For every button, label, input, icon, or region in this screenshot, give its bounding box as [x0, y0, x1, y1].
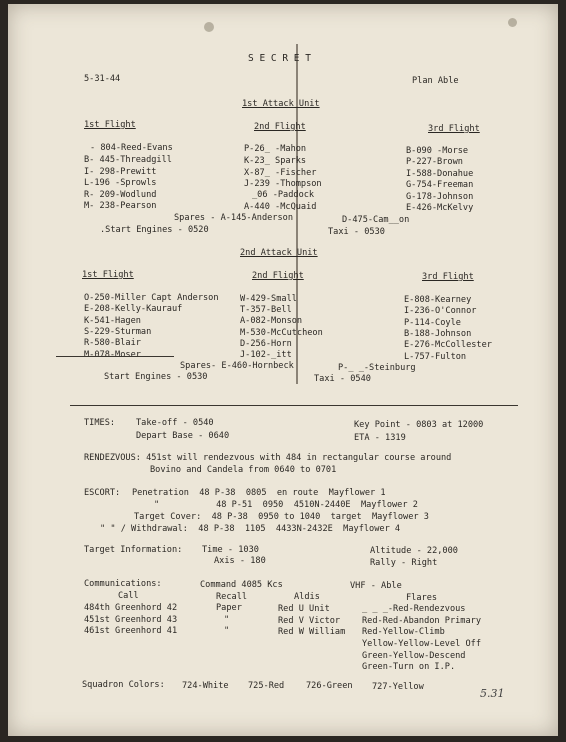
list-item: A-082-Monson [240, 316, 303, 326]
unit2-start-engines: Start Engines - 0530 [104, 372, 208, 382]
unit1-spares-2: D-475-Cam__on [342, 215, 410, 225]
list-item: X-87_ -Fischer [244, 168, 317, 178]
comms-call: 484th Greenhord 42 [84, 603, 178, 613]
list-item: J-102-_itt [240, 350, 292, 360]
list-item: I-236-O'Connor [404, 306, 477, 316]
escort-label: ESCORT: [84, 488, 121, 498]
secret-title: S E C R E T [248, 53, 311, 64]
list-item: T-357-Bell [240, 305, 292, 315]
underline-rule [56, 356, 174, 357]
stain-mark [204, 22, 214, 32]
eta: ETA - 1319 [354, 433, 406, 443]
list-item: E-276-McCollester [404, 340, 492, 350]
list-item: L-196 -Sprowls [84, 178, 157, 188]
squadron-color: 724-White [182, 681, 229, 691]
target-label: Target Information: [84, 545, 183, 555]
comms-call: 451st Greenhord 43 [84, 615, 178, 625]
list-item: K-23_ Sparks [244, 156, 307, 166]
unit1-flight2-title: 2nd Flight [254, 122, 306, 132]
unit1-title: 1st Attack Unit [242, 99, 320, 109]
comms-recall-header: Recall [216, 592, 248, 602]
unit2-title: 2nd Attack Unit [240, 248, 318, 258]
escort-line: Target Cover: 48 P-38 0950 to 1040 target Mayflower 3 [134, 512, 429, 522]
list-item: O-250-Miller Capt Anderson [84, 293, 219, 303]
escort-line: " 48 P-51 0950 4510N-2440E Mayflower 2 [154, 500, 418, 510]
unit2-taxi: Taxi - 0540 [314, 374, 371, 384]
escort-line: Penetration 48 P-38 0805 en route Mayflower 1 [132, 488, 386, 498]
times-label: TIMES: [84, 418, 116, 428]
list-item: I-588-Donahue [406, 169, 474, 179]
key-point: Key Point - 0803 at 12000 [354, 420, 484, 430]
list-item: G-754-Freeman [406, 180, 474, 190]
stain-mark [508, 18, 517, 27]
list-item: - 804-Reed-Evans [90, 143, 173, 153]
unit2-spares: Spares- E-460-Hornbeck [180, 361, 294, 371]
list-item: L-757-Fulton [404, 352, 467, 362]
target-axis: Axis - 180 [214, 556, 266, 566]
list-item: K-541-Hagen [84, 316, 141, 326]
comms-call-header: Call [118, 591, 139, 601]
comms-flare: Red-Red-Abandon Primary [362, 616, 481, 626]
comms-call: 461st Greenhord 41 [84, 626, 178, 636]
squadron-label: Squadron Colors: [82, 680, 165, 690]
comms-flare: Yellow-Yellow-Level Off [362, 639, 481, 649]
comms-command: Command 4085 Kcs [200, 580, 283, 590]
list-item: B- 445-Threadgill [84, 155, 172, 165]
list-item: E-426-McKelvy [406, 203, 474, 213]
comms-aldis: Red V Victor [278, 616, 341, 626]
list-item: I- 298-Prewitt [84, 167, 157, 177]
comms-aldis: Red W William [278, 627, 346, 637]
comms-flares-header: Flares [406, 593, 438, 603]
depart-time: Depart Base - 0640 [136, 431, 230, 441]
takeoff-time: Take-off - 0540 [136, 418, 214, 428]
unit1-start-engines: .Start Engines - 0520 [100, 225, 209, 235]
comms-label: Communications: [84, 579, 162, 589]
unit1-taxi: Taxi - 0530 [328, 227, 385, 237]
list-item: P-114-Coyle [404, 318, 461, 328]
list-item: E-208-Kelly-Kaurauf [84, 304, 183, 314]
list-item: P-227-Brown [406, 157, 463, 167]
list-item: D-256-Horn [240, 339, 292, 349]
list-item: R-580-Blair [84, 338, 141, 348]
list-item: W-429-Small [240, 294, 297, 304]
comms-recall: Paper [216, 603, 242, 613]
plan-name: Plan Able [412, 76, 459, 86]
comms-aldis: Red U Unit [278, 604, 330, 614]
list-item: B-188-Johnson [404, 329, 472, 339]
list-item: S-229-Sturman [84, 327, 152, 337]
rendezvous-line-1: RENDEZVOUS: 451st will rendezvous with 484 in rectangular course around [84, 453, 452, 463]
list-item: P-26_ -Mahon [244, 144, 307, 154]
escort-line: " " / Withdrawal: 48 P-38 1105 4433N-2432E Mayflower 4 [100, 524, 401, 534]
unit2-flight1-title: 1st Flight [82, 270, 134, 280]
unit2-flight3-title: 3rd Flight [422, 272, 474, 282]
comms-flare: Green-Yellow-Descend [362, 651, 466, 661]
squadron-color: 725-Red [248, 681, 285, 691]
list-item: M-078-Moser [84, 350, 141, 360]
list-item: E-808-Kearney [404, 295, 472, 305]
comms-recall: " [224, 626, 230, 636]
comms-recall: " [224, 615, 230, 625]
unit2-flight2-title: 2nd Flight [252, 271, 304, 281]
comms-flare: Green-Turn on I.P. [362, 662, 456, 672]
date: 5-31-44 [84, 74, 121, 84]
list-item: _06 -Paddock [252, 190, 315, 200]
rendezvous-line-2: Bovino and Candela from 0640 to 0701 [150, 465, 337, 475]
list-item: A-440 -McQuaid [244, 202, 317, 212]
list-item: G-178-Johnson [406, 192, 474, 202]
list-item: M- 238-Pearson [84, 201, 157, 211]
list-item: J-239 -Thompson [244, 179, 322, 189]
unit1-spares: Spares - A-145-Anderson [174, 213, 293, 223]
comms-vhf: VHF - Able [350, 581, 402, 591]
section-divider [70, 405, 518, 406]
unit2-spares-2: P-_ _-Steinburg [338, 363, 416, 373]
comms-aldis-header: Aldis [294, 592, 320, 602]
list-item: M-530-McCutcheon [240, 328, 323, 338]
squadron-color: 727-Yellow [372, 682, 424, 692]
handwritten-note: 5.31 [480, 687, 505, 700]
squadron-color: 726-Green [306, 681, 353, 691]
document-page [8, 4, 558, 736]
list-item: R- 209-Wodlund [84, 190, 157, 200]
comms-flare: _ _ _-Red-Rendezvous [362, 604, 466, 614]
unit1-flight1-title: 1st Flight [84, 120, 136, 130]
unit1-flight3-title: 3rd Flight [428, 124, 480, 134]
target-time: Time - 1030 [202, 545, 259, 555]
comms-flare: Red-Yellow-Climb [362, 627, 445, 637]
target-altitude: Altitude - 22,000 [370, 546, 458, 556]
target-rally: Rally - Right [370, 558, 438, 568]
list-item: B-090 -Morse [406, 146, 469, 156]
